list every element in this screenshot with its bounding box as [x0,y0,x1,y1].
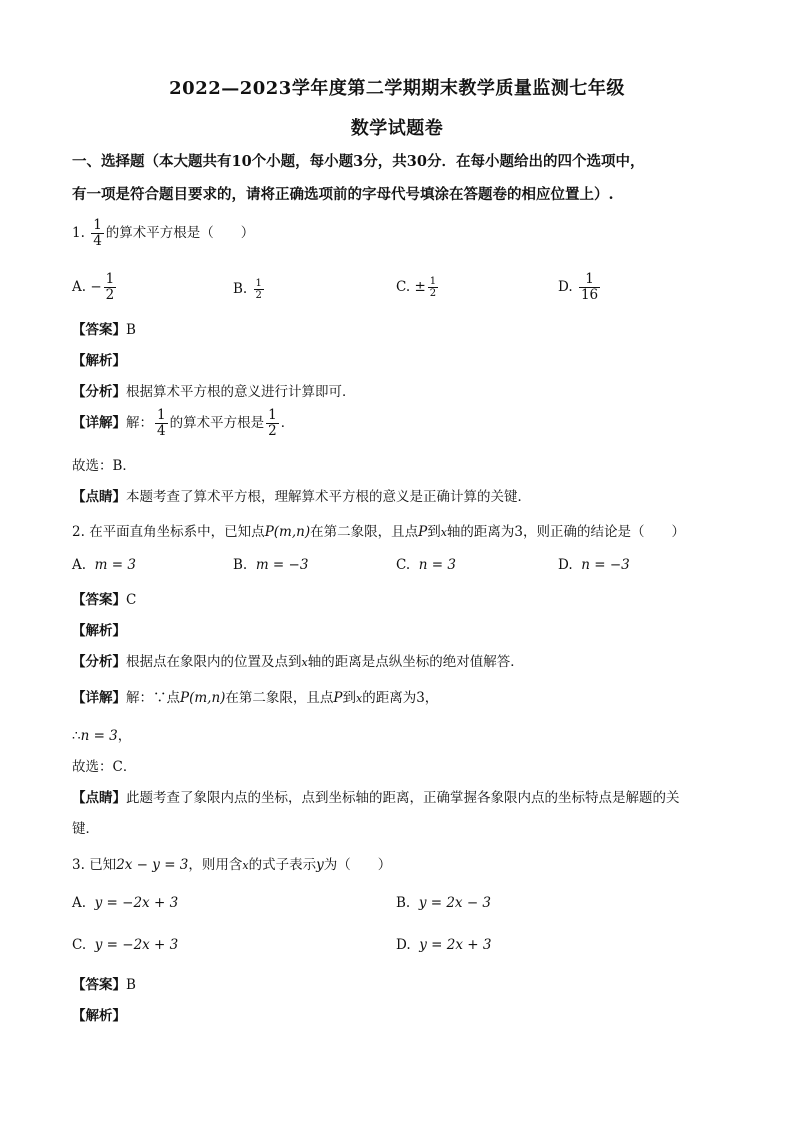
q2-choice: 故选：C． [72,759,137,775]
q2-option-c: C. n = 3 [396,557,456,573]
q1-xiangjie: 【详解】解： $\frac{1}{4}$ 的算术平方根是 $\frac{1}{2}$ ． [72,407,295,439]
q1-dianjing: 【点睛】本题考查了算术平方根，理解算术平方根的意义是正确计算的关键． [72,489,531,505]
q2-fenxi: 【分析】根据点在象限内的位置及点到x轴的距离是点纵坐标的绝对值解答． [72,654,524,670]
q3-answer: 【答案】B [72,977,136,993]
q2-dianjing-cont: 键． [72,821,99,837]
q1-fenxi: 【分析】根据算术平方根的意义进行计算即可． [72,384,356,400]
q3-option-d: D. y = 2x + 3 [396,937,492,953]
q1-stem [72,218,254,249]
exam-title: 2022—2023学年度第二学期期末教学质量监测七年级 [169,78,625,99]
q1-option-b: B. $\frac{1}{2}$ [233,278,262,301]
q3-analysis-heading: 【解析】 [72,1008,126,1024]
q1-option-a: A. − $\frac{1}{2}$ [72,271,115,303]
section-heading-line1: 一、选择题（本大题共有10个小题，每小题3分，共30分．在每小题给出的四个选项中， [72,153,645,170]
q2-dianjing: 【点睛】此题考查了象限内点的坐标，点到坐标轴的距离，正确掌握各象限内点的坐标特点是解题的关 [72,790,680,806]
q3-option-b: B. y = 2x − 3 [396,895,492,911]
q2-option-d: D. n = −3 [558,557,630,573]
q1-analysis-heading: 【解析】 [72,353,126,369]
exam-subtitle: 数学试题卷 [350,118,444,139]
q3-option-a: A. y = −2x + 3 [72,895,179,911]
section-heading-line2: 有一项是符合题目要求的，请将正确选项前的字母代号填涂在答题卷的相应位置上）. [72,186,614,203]
q1-number: 1. [72,225,85,241]
q2-therefore: ∴n = 3， [72,728,132,744]
q1-fraction: $\frac{1}{4}$ [93,217,102,249]
q2-option-b: B. m = −3 [233,557,309,573]
q1-option-d: D. $\frac{1}{16}$ [558,271,599,303]
q2-xiangjie: 【详解】解：∵点P(m,n)在第二象限，且点P到x的距离为3， [72,690,439,706]
q3-stem: 3. 已知2x − y = 3，则用含x的式子表示y为（ ） [72,857,392,873]
q2-stem: 2. 在平面直角坐标系中，已知点P(m,n)在第二象限，且点P到x轴的距离为3，则正确的结论是（ ） [72,524,685,540]
q2-analysis-heading: 【解析】 [72,623,126,639]
q2-option-a: A. m = 3 [72,557,136,573]
q1-choice: 故选：B． [72,458,136,474]
q1-answer: 【答案】B [72,322,136,338]
q1-option-c: C. ± $\frac{1}{2}$ [396,276,437,299]
q3-option-c: C. y = −2x + 3 [72,937,179,953]
q2-answer: 【答案】C [72,592,137,608]
q1-stem-text: 的算术平方根是（ ） [105,225,255,241]
